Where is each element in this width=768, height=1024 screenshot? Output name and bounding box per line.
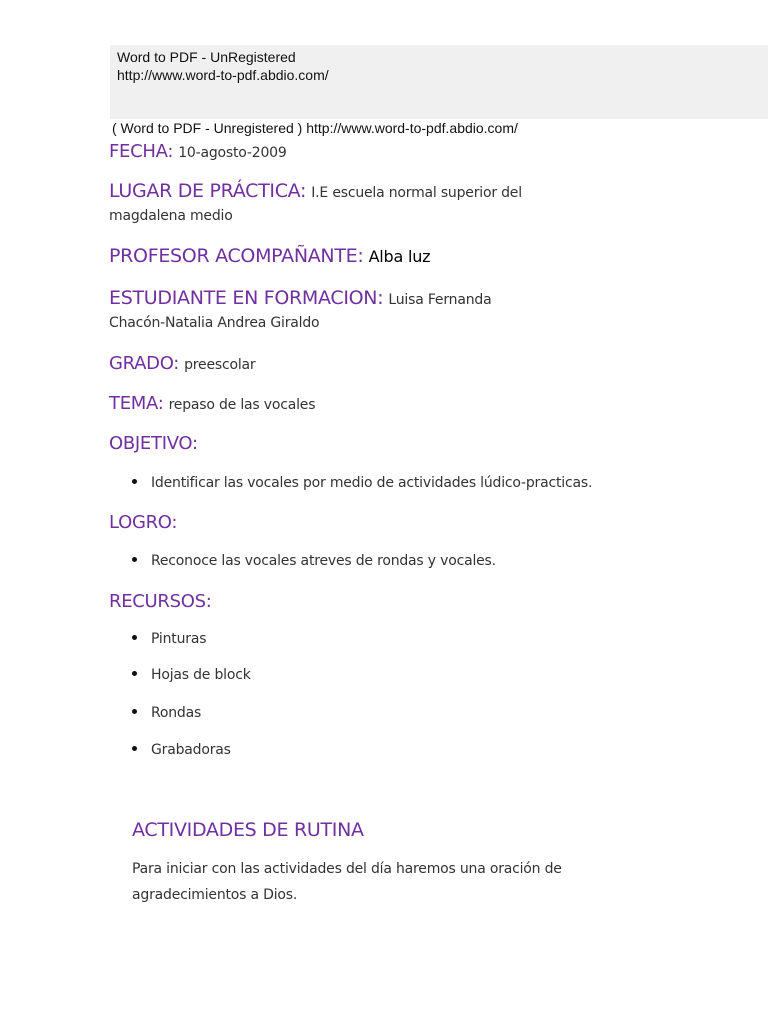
logro-label: LOGRO:	[109, 512, 178, 533]
bullet-icon	[132, 709, 137, 714]
objetivo-heading	[109, 433, 198, 454]
field-fecha	[109, 141, 287, 162]
field-lugar	[109, 180, 522, 202]
watermark-inline: ( Word to PDF - Unregistered ) http://www.word-to-pdf.abdio.com/	[112, 120, 518, 136]
lugar-value: I.E escuela normal superior del	[311, 185, 522, 201]
list-item	[132, 631, 206, 647]
objetivo-label: OBJETIVO:	[109, 433, 198, 454]
list-item	[132, 667, 251, 683]
bullet-icon	[132, 557, 137, 562]
grado-value: preescolar	[184, 357, 256, 373]
list-item	[132, 553, 496, 569]
fecha-label: FECHA:	[109, 141, 174, 162]
estudiante-label: ESTUDIANTE EN FORMACION:	[109, 287, 384, 309]
grado-label: GRADO:	[109, 353, 180, 374]
field-estudiante	[109, 287, 491, 309]
recursos-label: RECURSOS:	[109, 591, 212, 612]
tema-value: repaso de las vocales	[168, 397, 316, 413]
list-item	[132, 475, 592, 491]
field-tema	[109, 393, 315, 414]
list-item	[132, 742, 231, 758]
field-profesor	[109, 245, 430, 267]
profesor-value: Alba luz	[368, 247, 431, 266]
lugar-value-cont: magdalena medio	[109, 208, 233, 224]
recurso-item: Rondas	[151, 705, 202, 721]
actividades-heading	[132, 819, 364, 841]
profesor-label: PROFESOR ACOMPAÑANTE:	[109, 245, 364, 267]
logro-item: Reconoce las vocales atreves de rondas y vocales.	[151, 553, 496, 569]
actividades-label: ACTIVIDADES DE RUTINA	[132, 819, 364, 841]
recurso-item: Hojas de block	[151, 667, 251, 683]
watermark-box	[110, 45, 768, 119]
watermark-url: http://www.word-to-pdf.abdio.com/	[117, 67, 329, 83]
fecha-value: 10-agosto-2009	[178, 145, 287, 161]
recurso-item: Grabadoras	[151, 742, 231, 758]
recurso-item: Pinturas	[151, 631, 207, 647]
bullet-icon	[132, 671, 137, 676]
estudiante-value: Luisa Fernanda	[388, 292, 492, 308]
estudiante-value-cont: Chacón-Natalia Andrea Giraldo	[109, 315, 320, 331]
watermark-title: Word to PDF - UnRegistered	[117, 49, 296, 65]
lugar-label: LUGAR DE PRÁCTICA:	[109, 180, 307, 202]
objetivo-item: Identificar las vocales por medio de actividades lúdico-practicas.	[151, 475, 593, 491]
actividades-paragraph: Para iniciar con las actividades del día haremos una oración de agradecimientos a Dios.	[132, 861, 562, 903]
tema-label: TEMA:	[109, 393, 164, 414]
field-grado	[109, 353, 255, 374]
list-item	[132, 705, 201, 721]
bullet-icon	[132, 746, 137, 751]
bullet-icon	[132, 479, 137, 484]
recursos-heading	[109, 591, 212, 612]
bullet-icon	[132, 635, 137, 640]
logro-heading	[109, 512, 177, 533]
